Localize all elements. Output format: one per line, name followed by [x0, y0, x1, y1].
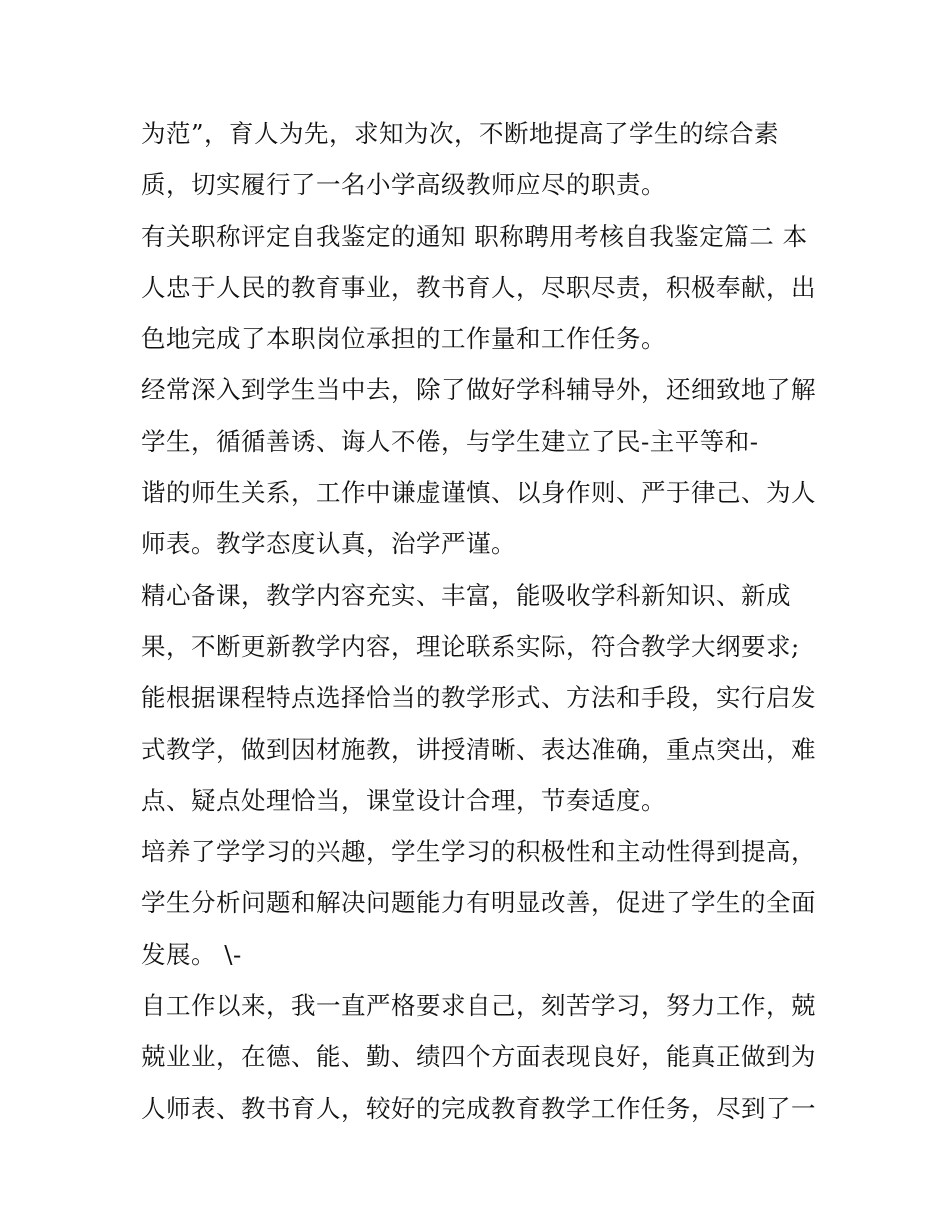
- text-line: 式教学，做到因材施教，讲授清晰、表达准确，重点突出，难: [141, 734, 816, 764]
- text-line: 为范”，育人为先，求知为次，不断地提高了学生的综合素: [141, 119, 780, 148]
- text-line: 点、疑点处理恰当，课堂设计合理，节奏适度。: [141, 785, 666, 815]
- text-line: 学生，循循善诱、诲人不倦，与学生建立了民-主平等和-: [141, 426, 759, 456]
- text-line: 人师表、教书育人，较好的完成教育教学工作任务，尽到了一: [141, 1093, 816, 1123]
- text-line: 师表。教学态度认真，治学严谨。: [141, 529, 516, 559]
- text-line: 学生分析问题和解决问题能力有明显改善，促进了学生的全面: [141, 888, 816, 918]
- text-line: 色地完成了本职岗位承担的工作量和工作任务。: [141, 324, 666, 354]
- text-line: 谐的师生关系，工作中谦虚谨慎、以身作则、严于律己、为人: [141, 478, 816, 508]
- text-line: 自工作以来，我一直严格要求自己，刻苦学习，努力工作，兢: [141, 991, 816, 1021]
- text-line: 有关职称评定自我鉴定的通知 职称聘用考核自我鉴定篇二 本: [141, 221, 808, 251]
- text-line: 培养了学学习的兴趣，学生学习的积极性和主动性得到提高，: [141, 837, 816, 867]
- text-line: 果，不断更新教学内容，理论联系实际，符合教学大纲要求;: [141, 631, 800, 661]
- text-line: 人忠于人民的教育事业，教书育人，尽职尽责，积极奉献，出: [141, 272, 816, 302]
- text-line: 兢业业，在德、能、勤、绩四个方面表现良好，能真正做到为: [141, 1042, 816, 1072]
- text-line: 经常深入到学生当中去，除了做好学科辅导外，还细致地了解: [141, 375, 816, 405]
- text-line: 能根据课程特点选择恰当的教学形式、方法和手段，实行启发: [141, 683, 816, 713]
- body-text: [141, 108, 821, 1134]
- text-line: 发展。 \-: [141, 939, 242, 969]
- text-line: 精心备课，教学内容充实、丰富，能吸收学科新知识、新成: [141, 580, 791, 610]
- text-line: 质，切实履行了一名小学高级教师应尽的职责。: [141, 170, 666, 200]
